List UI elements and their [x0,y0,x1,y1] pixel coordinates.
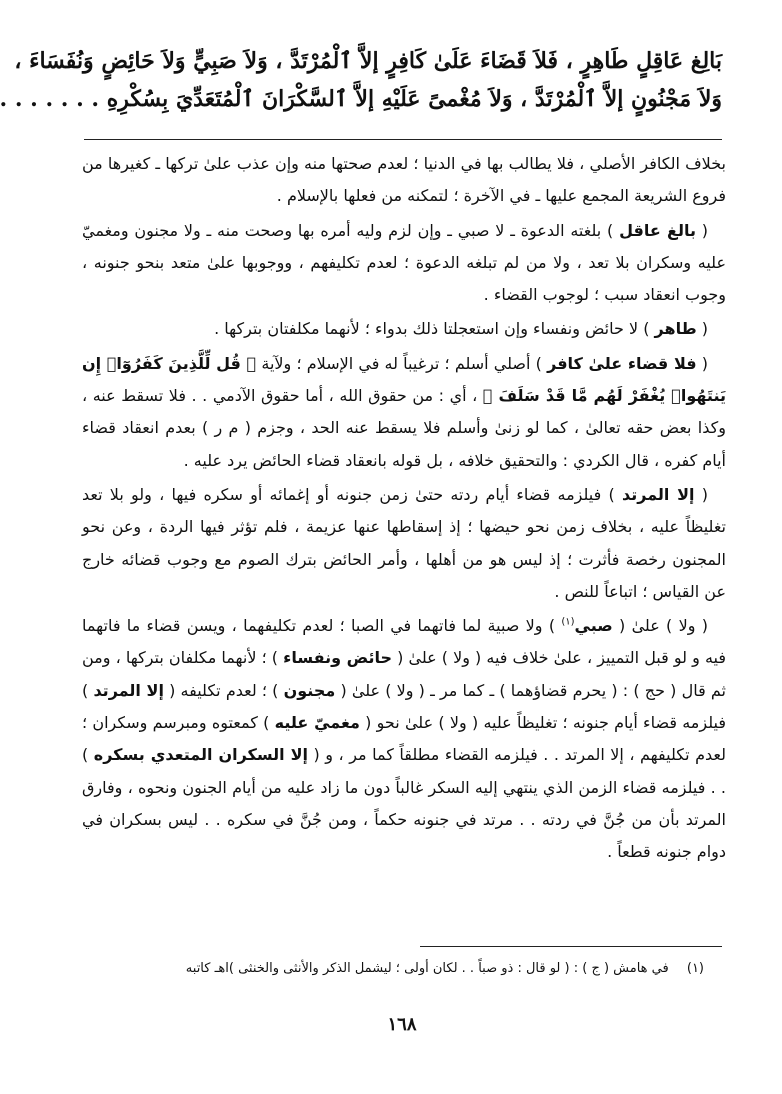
paragraph-5-text: ) فيلزمه قضاء أيام ردته حتىٰ زمن جنونه أو إغمائه أو سكره فيها ، ولو بلا تعد تغليظاً عليه ، بخلاف زمن نحو حيضها ؛ إذ إسقاطها عنها عزيمة ، فلم تؤثر فيها الردة ، وعن نحو المجنون رخصة فأثرت ؛ إذ ليس هو من أهلها ، وأمر الحائض بترك الصوم مع وجوب قضائه خارج عن القياس ؛ اتباعاً للنص . [82,484,726,601]
footnote-text: في هامش ( ج ) : ( لو قال : ذو صباً . . لكان أولى ؛ ليشمل الذكر والأنثى والخنثى )اهـ كاتبه [185,961,669,976]
paragraph-6-text-b: ) ولا صبية لما فاتهما في الصبا ؛ لعدم تكليفهما ، ويسن قضاء ما فاتهما فيه و لو قبل التمييز ، علىٰ خلاف فيه ( ولا ) علىٰ ( [82,616,726,668]
paragraph-3 [82,313,726,345]
paragraph-6-text-c: ) ؛ لأنهما مكلفان بتركها ، ومن ثم قال ( حج ) : ( يحرم قضاؤهما ) ـ كما مر ـ ( ولا ) علىٰ ( [82,648,726,700]
paragraph-2 [82,215,726,312]
paragraph-6-text-e: ) فيلزمه قضاء أيام جنونه ؛ تغليظاً عليه ( ولا ) علىٰ نحو ( [82,680,726,733]
paragraph-4-continuation: ، أي : من حقوق الله ، أما حقوق الآدمي . . فلا تسقط عنه ، وكذا بعض حقه تعالىٰ ، كما لو زنىٰ وأسلم فلا يسقط عنه الحد ، وجزم ( م ر ) بعدم انعقاد قضاء أيام كفره ، قال الكردي : والتحقيق خلافه ، بل قوله بانعقاد قضاء الحائض يرد عليه . [82,386,726,470]
paragraph-1: بخلاف الكافر الأصلي ، فلا يطالب بها في الدنيا ؛ لعدم صحتها منه وإن عذب علىٰ تركها ـ كغيرها من فروع الشريعة المجمع عليها ـ في الآخرة ؛ لتمكنه من فعلها بالإسلام . [82,154,726,206]
matn-separator [84,139,722,140]
paragraph-5 [82,479,726,608]
paragraph-4-text: ) أصلي أسلم ؛ ترغيباً له في الإسلام ؛ ولآية [261,353,542,373]
keyword-haid-nufasa: حائض ونفساء [283,648,393,668]
keyword-illa-murtad-2: إلا المرتد [93,680,164,700]
footnote-ref[interactable]: (١) [561,616,575,628]
page-number: ١٦٨ [387,1014,417,1035]
matn-line-1: بَالِغ عَاقِلٍ طَاهِرٍ ، فَلاَ قَضَاءَ عَلَىٰ كَافِرٍ إلاَّ ٱلْمُرْتَدَّ ، وَلاَ صَبِيٍّ وَلاَ حَائِضٍ وَنُفَسَاءَ ، [14,48,722,74]
paragraph-6-text-d: ) ؛ لعدم تكليفه ( [169,680,279,700]
bracket-open: ( [701,220,709,240]
keyword-sabi: صبي [574,616,613,636]
keyword-sakran-mutaaddi: إلا السكران المتعدي بسكره [93,745,309,765]
footnote [82,958,704,980]
keyword-mughma-alayh: مغميّ عليه [274,713,360,733]
bracket-open: ( [701,353,709,373]
paragraph-6-text-a: ( ولا ) علىٰ ( [619,616,708,636]
paragraph-6-text-f: ) كمعتوه ومبرسم وسكران ؛ لعدم تكليفهم ، إلا المرتد . . فيلزمه القضاء مطلقاً كما مر ، و ( [82,713,726,765]
keyword-tahir: طاهر [654,319,697,339]
sharh-commentary [82,148,726,871]
keyword-majnun: مجنون [283,680,336,700]
paragraph-4 [82,348,726,477]
keyword-baligh-aqil: بالغ عاقل [619,220,696,240]
paragraph-3-text: ) لا حائض ونفساء وإن استعجلتا ذلك بدواء ؛ لأنهما مكلفتان بتركها . [214,319,650,339]
matn-line-2: وَلاَ مَجْنُونٍ إلاَّ ٱلْمُرْتَدَّ ، وَلاَ مُغْمىً عَلَيْهِ إلاَّ ٱلسَّكْرَانَ ٱلْمُتَعَدِّيَ بِسُكْرِهِ . . . . . . . [0,86,722,112]
quran-verse: ﴿ قُل لِّلَّذِينَ كَفَرُوٓا۟ إِن يَنتَهُوا۟ يُغْفَرْ لَهُم مَّا قَدْ سَلَفَ ﴾ [82,353,726,406]
paragraph-6 [82,610,726,868]
paragraph-2-text: ) بلغته الدعوة ـ لا صبي ـ وإن لزم وليه أمره بها وصحت منه ـ ولا مجنون ومغميّ عليه وسكران بلا تعد ، ولا من لم تبلغه الدعوة ؛ لعدم تكليفهم ، ووجوبها علىٰ متعد بنحو جنونه ، وجوب انعقاد سبب ؛ لوجوب القضاء . [82,220,726,305]
bracket-open: ( [701,319,708,339]
keyword-no-qada-kafir: فلا قضاء علىٰ كافر [547,353,697,373]
paragraph-6-text-g: ) . . فيلزمه قضاء الزمن الذي ينتهي إليه السكر غالباً دون ما زاد عليه من أيام الجنون ونحوه ، وفارق المرتد بأن من جُنَّ في ردته . . مرتد في جنونه حكماً ، ومن جُنَّ في سكره . . ليس بسكران في دوام جنونه قطعاً . [82,745,726,862]
bracket-open: ( [701,484,708,504]
footnote-number: (١) [686,961,704,976]
matn-text [0,42,722,118]
footnote-separator [420,946,722,947]
keyword-illa-murtad: إلا المرتد [621,484,695,504]
